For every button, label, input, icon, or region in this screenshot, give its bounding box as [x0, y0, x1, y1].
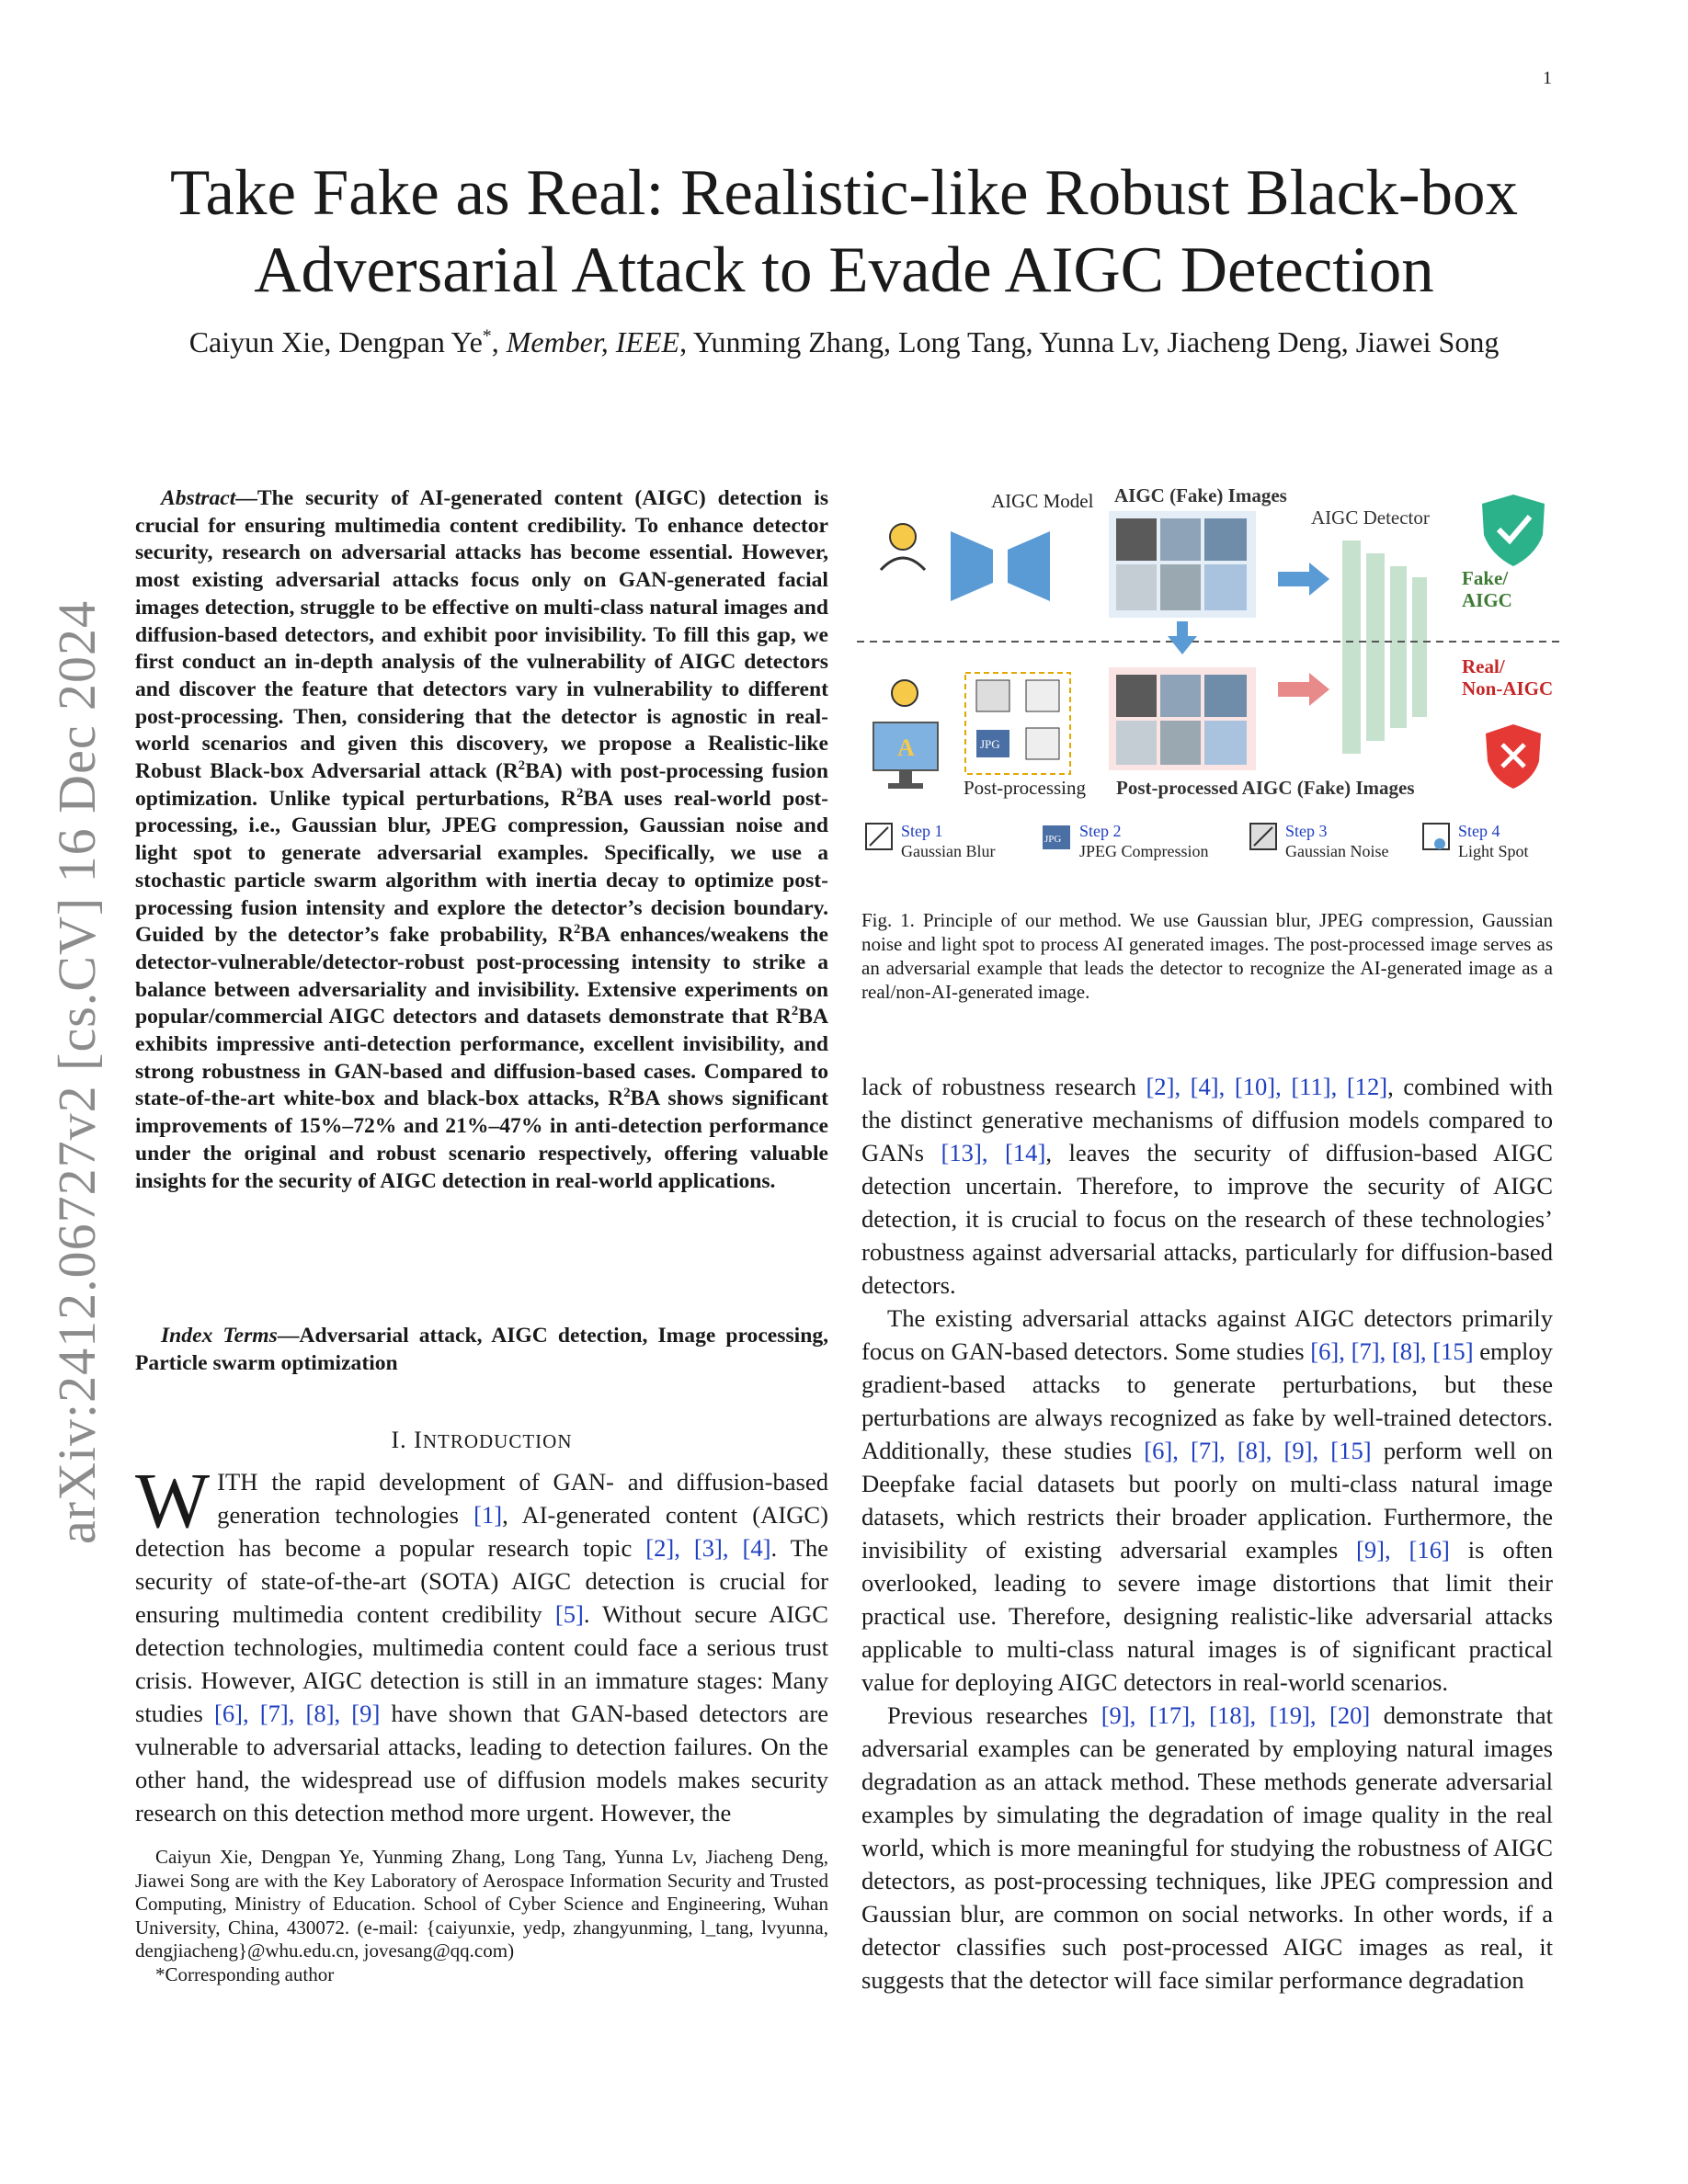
real-label-2: Non-AIGC	[1462, 677, 1554, 700]
footnote-authors-affiliations	[135, 1846, 828, 1986]
text: is often overlooked, leading to severe image distortions that limit their practical use. Therefore, designing realistic-like adversarial attacks applicable to multi-class natural images is of significant practical value for deploying AIGC detectors in real-world scenarios.	[861, 1536, 1553, 1696]
sup: 2	[574, 922, 581, 938]
step-label: Step 4	[1458, 822, 1500, 840]
detector-bar-3	[1390, 566, 1407, 728]
citation-link[interactable]: [6], [7], [8], [15]	[1310, 1337, 1474, 1365]
abstract-label: Abstract	[161, 486, 236, 510]
step-name: JPEG Compression	[1079, 842, 1209, 860]
text: Previous researches	[887, 1701, 1101, 1729]
section-rest: NTRODUCTION	[422, 1430, 573, 1452]
text: perform well on Deepfake facial datasets but poorly on multi-class natural image datasets, which restricts their broader application. Furthermore, the invisibility of existing adversarial examples	[861, 1437, 1553, 1564]
pp-image-vehicle	[1116, 721, 1157, 765]
shield-x-icon	[1486, 724, 1541, 789]
step-3	[1250, 822, 1388, 860]
figure-caption: Fig. 1. Principle of our method. We use Gaussian blur, JPEG compression, Gaussian noise and light spot to process AI generated images. The post-processed image serves as an adversarial example that leads the detector to recognize the AI-generated image as a real/non-AI-generated image.	[861, 909, 1553, 1003]
detector-bar-2	[1366, 553, 1385, 741]
post-processed-label: Post-processed AIGC (Fake) Images	[1116, 777, 1415, 799]
sup: 2	[518, 758, 526, 774]
citation-link[interactable]: [2], [4], [10], [11], [12]	[1146, 1073, 1388, 1100]
index-terms-label: Index Terms	[161, 1324, 278, 1348]
citation-link[interactable]: [9], [16]	[1356, 1536, 1450, 1564]
sup: 2	[576, 785, 584, 801]
image-city	[1204, 518, 1247, 561]
paragraph-2	[861, 1302, 1553, 1699]
member-ieee: Member, IEEE	[506, 325, 680, 358]
arrow-down	[1168, 621, 1197, 654]
intro-paragraph	[135, 1456, 828, 1829]
intro-text: ITH the rapid development of GAN- and diffusion-based generation technologies	[217, 1468, 828, 1529]
noise-icon	[1026, 728, 1059, 759]
abstract	[135, 485, 828, 1195]
step-name: Gaussian Blur	[901, 842, 996, 860]
detector-bar-4	[1412, 577, 1427, 717]
drop-cap: W	[135, 1456, 211, 1544]
image-machine	[1160, 564, 1201, 610]
paragraph-3	[861, 1699, 1553, 1996]
text: The existing adversarial attacks against AIGC detectors primarily focus on GAN-based detectors. Some studies	[861, 1304, 1553, 1365]
model-encoder	[951, 531, 993, 601]
section-first-letter: I	[414, 1427, 423, 1453]
authors-rest: Yunming Zhang, Long Tang, Yunna Lv, Jiacheng Deng, Jiawei Song	[692, 325, 1500, 358]
right-column-body	[861, 1070, 1553, 1996]
fake-images-label: AIGC (Fake) Images	[1114, 484, 1287, 506]
citation-link[interactable]: [2], [3], [4]	[645, 1534, 771, 1562]
shield-check-icon	[1482, 495, 1545, 566]
step-name: Gaussian Noise	[1285, 842, 1389, 860]
page-number: 1	[1543, 68, 1552, 88]
title-line-1: Take Fake as Real: Realistic-like Robust Black-box	[170, 157, 1518, 229]
user-icon-top	[881, 524, 925, 570]
affiliation-text-block: Caiyun Xie, Dengpan Ye, Yunming Zhang, Long Tang, Yunna Lv, Jiacheng Deng, Jiawei Song are with the Key Laboratory of Aerospace Information Security and Trusted Computing, Ministry of Education. School of Cyber Science and Engineering, Wuhan University, China, 430072. (e-mail: {caiyunxie, yedp, zhangyunming, l_tang, lvyunna, dengjiacheng}@whu.edu.cn, jovesang@qq.com)	[135, 1846, 828, 1962]
figure-1	[855, 476, 1563, 888]
index-terms	[135, 1322, 828, 1377]
intro-text: . The security of state-of-the-art (SOTA) AIGC detection is crucial for ensuring multimedia content credibility	[135, 1534, 828, 1628]
abstract-text: BA) with post-processing fusion optimization. Unlike typical perturbations, R	[135, 759, 828, 811]
corresponding-mark: *	[482, 325, 492, 347]
text: , combined with the distinct generative mechanisms of diffusion models compared to GANs	[861, 1073, 1554, 1166]
jpg-text: JPG	[980, 737, 1000, 751]
citation-link[interactable]: [6], [7], [8], [9], [15]	[1144, 1437, 1372, 1464]
step-label: Step 1	[901, 822, 943, 840]
sup: 2	[623, 1086, 631, 1101]
detector-bar-1	[1342, 540, 1361, 754]
text: demonstrate that adversarial examples can be generated by employing natural images degradation as an attack method. These methods generate adversarial examples by simulating the degradation of image quality in the real world, which is more meaningful for studying the robustness of AIGC detectors, as post-processing techniques, like JPEG compression and Gaussian blur, are common on social networks. In other words, if a detector classifies such post-processed AIGC images as real, it suggests that the detector will face similar performance degradation	[861, 1701, 1553, 1994]
text: , leaves the security of diffusion-based AIGC detection uncertain. Therefore, to improve the security of AIGC detection, it is crucial to focus on the research of these technologies’ robustness against adversarial attacks, particularly for diffusion-based detectors.	[861, 1139, 1553, 1299]
intro-text: . Without secure AIGC detection technologies, multimedia content could face a serious trust crisis. However, AIGC detection is still in an immature stages: Many studies	[135, 1600, 828, 1727]
section-number: I.	[391, 1427, 407, 1453]
authors-first: Caiyun Xie, Dengpan Ye	[188, 325, 483, 358]
abstract-text: BA shows significant improvements of 15%–72% and 21%–47% in anti-detection performance under the original and robust scenario respectively, offering valuable insights for the security of AIGC detection in real-world applications.	[135, 1086, 828, 1193]
step-name: Light Spot	[1458, 842, 1529, 860]
citation-link[interactable]: [9], [17], [18], [19], [20]	[1101, 1701, 1371, 1729]
pp-image-machine	[1160, 721, 1201, 765]
title-line-2: Adversarial Attack to Evade AIGC Detection	[254, 234, 1434, 306]
abstract-text: BA uses real-world post-processing, i.e., Gaussian blur, JPEG compression, Gaussian noise and light spot to generate adversarial examples. Specifically, we use a stochastic particle swarm algorithm with inertia decay to optimize post-processing fusion intensity and explore the detector’s decision boundary. Guided by the detector’s fake probability, R	[135, 786, 828, 948]
aigc-model-label: AIGC Model	[991, 490, 1094, 512]
image-vehicle	[1116, 564, 1157, 610]
figure-1-diagram	[855, 476, 1563, 888]
post-processing-label: Post-processing	[964, 777, 1086, 799]
sup: 2	[791, 1004, 799, 1019]
real-label-1: Real/	[1462, 655, 1505, 677]
author-list: Caiyun Xie, Dengpan Ye*, Member, IEEE, Yunming Zhang, Long Tang, Yunna Lv, Jiacheng Deng, Jiawei Song	[188, 325, 1500, 358]
citation-link[interactable]: [6], [7], [8], [9]	[214, 1700, 381, 1727]
abstract-text: —The security of AI-generated content (AIGC) detection is crucial for ensuring multimedia content credibility. To enhance detector security, research on adversarial attacks has become essential. However, most existing adversarial attacks focus only on GAN-generated facial images detection, struggle to be effective on multi-class natural images and diffusion-based detectors, and exhibit poor invisibility. To fill this gap, we first conduct an in-depth analysis of the vulnerability of AIGC detectors and discover the feature that detectors vary in vulnerability to different post-processing. Then, considering that the detector is agnostic in real-world scenarios and given this discovery, we propose a Realistic-like Robust Black-box Adversarial attack (R	[135, 486, 828, 784]
index-terms-text: —Adversarial attack, AIGC detection, Image processing, Particle swarm optimization	[135, 1324, 829, 1375]
citation-link[interactable]: [13], [14]	[941, 1139, 1046, 1166]
pp-image-city	[1204, 675, 1247, 717]
fake-aigc-label-2: AIGC	[1462, 589, 1512, 611]
arxiv-identifier: arXiv:2412.06727v2 [cs.CV] 16 Dec 2024	[47, 599, 107, 1544]
section-heading	[135, 1427, 828, 1454]
user-computer-icon	[873, 680, 938, 789]
text: employ gradient-based attacks to generate perturbations, but these perturbations are always recognized as fake by well-trained detectors. Additionally, these studies	[861, 1337, 1553, 1464]
paragraph-1	[861, 1070, 1553, 1302]
citation-link[interactable]: [5]	[554, 1600, 584, 1628]
pp-image-dog	[1116, 675, 1157, 717]
abstract-text: BA enhances/weakens the detector-vulnerable/detector-robust post-processing intensity to strike a balance between adversariality and invisibility. Extensive experiments on popular/commercial AIGC detectors and datasets demonstrate that R	[135, 923, 828, 1029]
pp-image-cat	[1160, 675, 1201, 717]
monitor-letter: A	[897, 734, 915, 761]
model-decoder	[1008, 531, 1050, 601]
image-cat	[1160, 518, 1201, 561]
intro-text: have shown that GAN-based detectors are vulnerable to adversarial attacks, leading to detection failures. On the other hand, the widespread use of diffusion models makes security research on this detection method more urgent. However, the	[135, 1700, 828, 1826]
step-2	[1043, 822, 1209, 860]
abstract-text: BA exhibits impressive anti-detection performance, excellent invisibility, and strong robustness in GAN-based and diffusion-based cases. Compared to state-of-the-art white-box and black-box attacks, R	[135, 1005, 828, 1111]
arrow-red	[1278, 673, 1329, 706]
intro-text: , AI-generated content (AIGC) detection has become a popular research topic	[135, 1501, 828, 1562]
paper-title	[110, 154, 1578, 309]
image-dog	[1116, 518, 1157, 561]
text: lack of robustness research	[861, 1073, 1146, 1100]
step-label: Step 2	[1079, 822, 1122, 840]
citation-link[interactable]: [1]	[473, 1501, 503, 1529]
blur-icon	[976, 680, 1009, 711]
pp-image-sky	[1204, 721, 1247, 765]
lightspot-icon	[1026, 680, 1059, 711]
step-label: Step 3	[1285, 822, 1328, 840]
aigc-detector-label: AIGC Detector	[1311, 506, 1430, 529]
step-4	[1423, 822, 1529, 860]
arrow-to-detector	[1278, 563, 1329, 596]
corresponding-author-note: *Corresponding author	[155, 1962, 335, 1985]
step-1	[866, 822, 996, 860]
fake-aigc-label-1: Fake/	[1462, 567, 1509, 589]
jpg-text: JPG	[1044, 834, 1062, 845]
image-sky	[1204, 564, 1247, 610]
